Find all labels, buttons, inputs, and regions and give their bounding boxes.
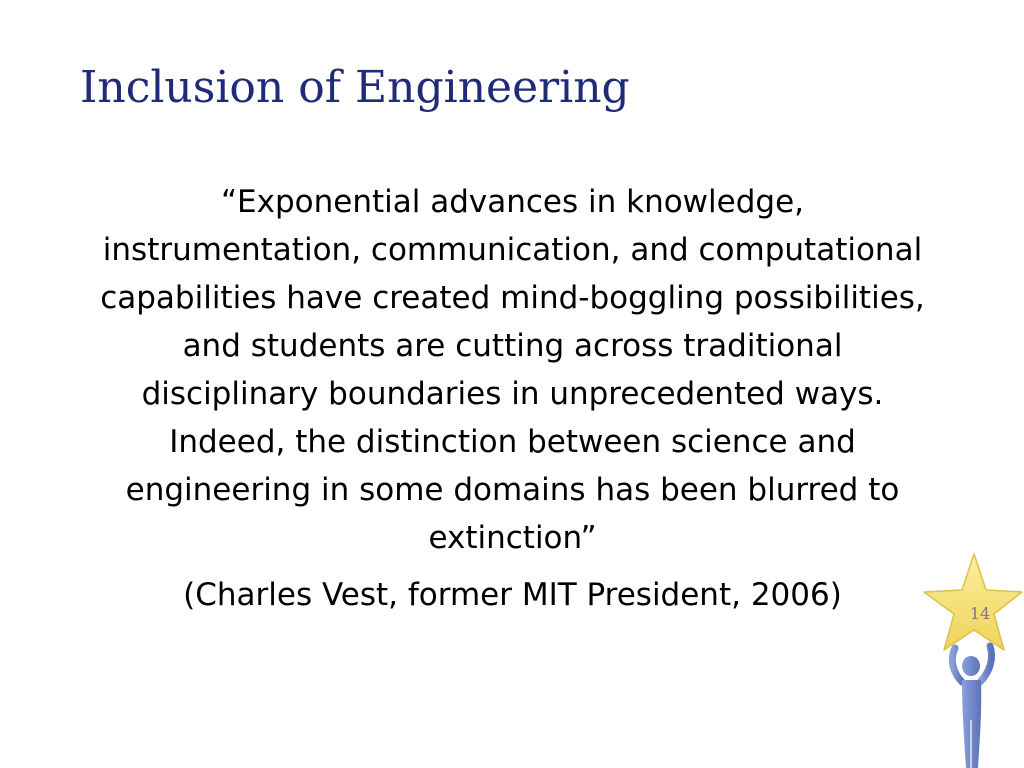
page-number: 14 — [969, 604, 991, 623]
figure-head — [962, 656, 980, 676]
figure-right-arm — [980, 646, 992, 682]
figure-left-arm — [952, 648, 962, 682]
person-holding-star-icon — [918, 550, 1024, 768]
star-icon — [924, 554, 1022, 650]
slide-title: Inclusion of Engineering — [80, 62, 630, 113]
quote-text: “Exponential advances in knowledge, instrumentation, communication, and computational capabilities have created mind-boggling possibilities, and students are cutting across traditional disciplinary boundaries in unprecedented ways. Indeed, the distinction between science and engineering in some domains has been blurred to extinction” — [100, 184, 925, 556]
quote-attribution: (Charles Vest, former MIT President, 2006) — [183, 577, 842, 613]
